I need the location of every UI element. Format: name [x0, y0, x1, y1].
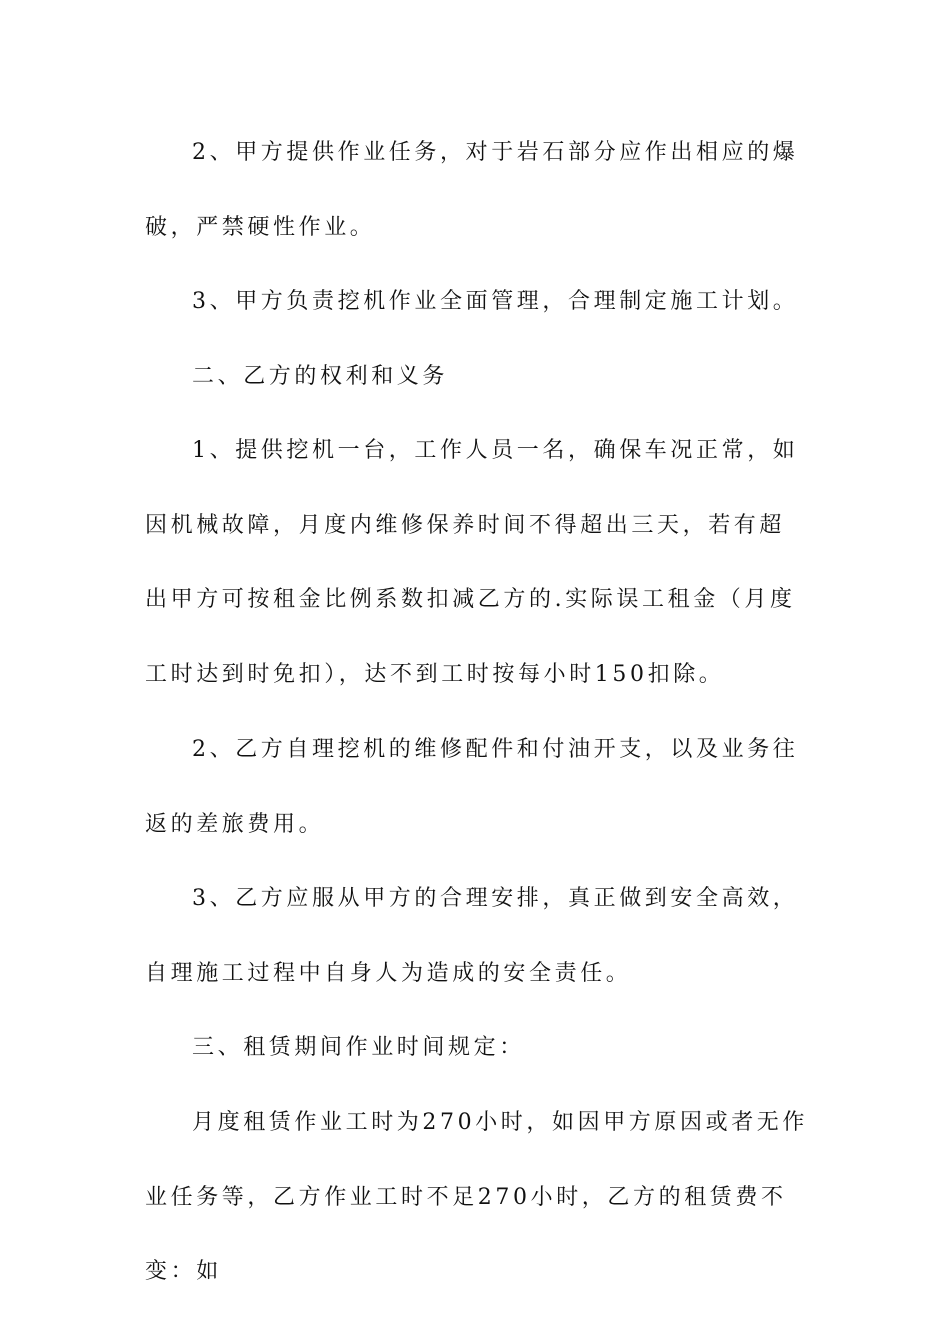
section-heading-party-b-rights: 二、乙方的权利和义务: [192, 364, 449, 389]
paragraph-party-b-safety: 3、乙方应服从甲方的合理安排，真正做到安全高效，自理施工过程中自身人为造成的安全责任。: [145, 886, 799, 986]
paragraph-monthly-working-hours: 月度租赁作业工时为270小时，如因甲方原因或者无作业任务等，乙方作业工时不足270小时，乙方的租赁费不变：如: [145, 1110, 808, 1285]
paragraph-party-a-management-duty: 3、甲方负责挖机作业全面管理，合理制定施工计划。: [192, 289, 799, 314]
paragraph-party-a-task-duty: 2、甲方提供作业任务，对于岩石部分应作出相应的爆破，严禁硬性作业。: [145, 140, 799, 240]
section-heading-working-hours: 三、租赁期间作业时间规定：: [192, 1035, 525, 1060]
paragraph-party-b-expenses: 2、乙方自理挖机的维修配件和付油开支，以及业务往返的差旅费用。: [145, 737, 799, 837]
paragraph-party-b-equipment-duty: 1、提供挖机一台，工作人员一名，确保车况正常，如因机械故障，月度内维修保养时间不得超出三天，若有超出甲方可按租金比例系数扣减乙方的.实际误工租金（月度工时达到时免扣），达不到工时按每小时150扣除。: [145, 438, 799, 687]
